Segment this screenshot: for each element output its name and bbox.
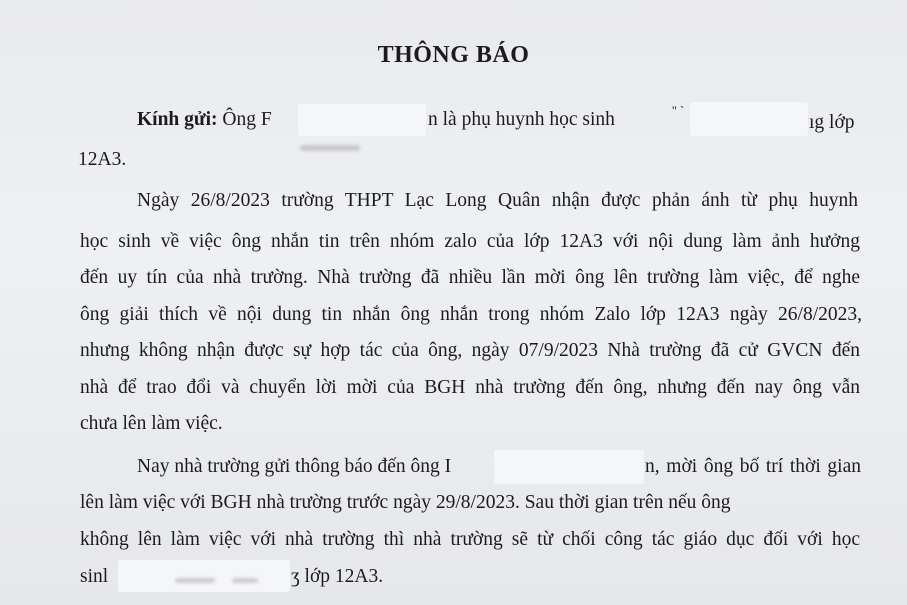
paragraph-2-line-start: sinl xyxy=(80,566,109,587)
paragraph-1-line: ông giải thích về nội dung tin nhắn ông nhắn trong nhóm Zalo lớp 12A3 ngày 26/8/2023, xyxy=(80,304,862,325)
recipient-name-start: Ông F xyxy=(222,109,272,130)
recipient-label-group xyxy=(137,110,272,130)
recipient-name-end: n là phụ huynh học sinh xyxy=(428,109,615,130)
paragraph-1-line: học sinh về việc ông nhắn tin trên nhóm zalo của lớp 12A3 với nội dung làm ảnh hưởng xyxy=(80,231,860,252)
paragraph-2-line: lên làm việc với BGH nhà trường trước ngày 29/8/2023. Sau thời gian trên nếu ông xyxy=(80,492,731,513)
redacted-fragment: '' ` xyxy=(672,103,685,118)
redaction-smudge xyxy=(175,578,215,583)
paragraph-1-line: nhà để trao đổi và chuyển lời mời của BGH nhà trường đến ông, nhưng đến nay ông vẫn xyxy=(80,377,860,398)
paragraph-1-line: Ngày 26/8/2023 trường THPT Lạc Long Quân nhận được phản ánh từ phụ huynh xyxy=(137,190,858,211)
paragraph-1-line: chưa lên làm việc. xyxy=(80,413,223,434)
document-title: THÔNG BÁO xyxy=(377,42,530,68)
paragraph-2-line-start: Nay nhà trường gửi thông báo đến ông I xyxy=(137,456,452,477)
recipient-label: Kính gửi: xyxy=(137,109,218,130)
redaction-smudge xyxy=(300,145,360,151)
paragraph-2-line: không lên làm việc với nhà trường thì nhà trường sẽ từ chối công tác giáo dục đối với học xyxy=(80,529,860,550)
recipient-class-fragment: ıg lớp xyxy=(809,112,855,133)
paragraph-2-line-end: n, mời ông bố trí thời gian xyxy=(645,456,861,477)
paragraph-1-line: nhưng không nhận được sự hợp tác của ông, ngày 07/9/2023 Nhà trường đã cử GVCN đến xyxy=(80,340,860,361)
paragraph-1-line: đến uy tín của nhà trường. Nhà trường đã nhiều lần mời ông lên trường làm việc, để nghe xyxy=(80,267,860,288)
paragraph-2-line-end: ʒ lớp 12A3. xyxy=(291,566,384,587)
recipient-class: 12A3. xyxy=(78,149,127,170)
redaction-box xyxy=(118,560,290,592)
redaction-box xyxy=(494,450,644,484)
redaction-smudge xyxy=(232,578,258,583)
redaction-box xyxy=(690,102,808,136)
redaction-box xyxy=(298,104,426,136)
